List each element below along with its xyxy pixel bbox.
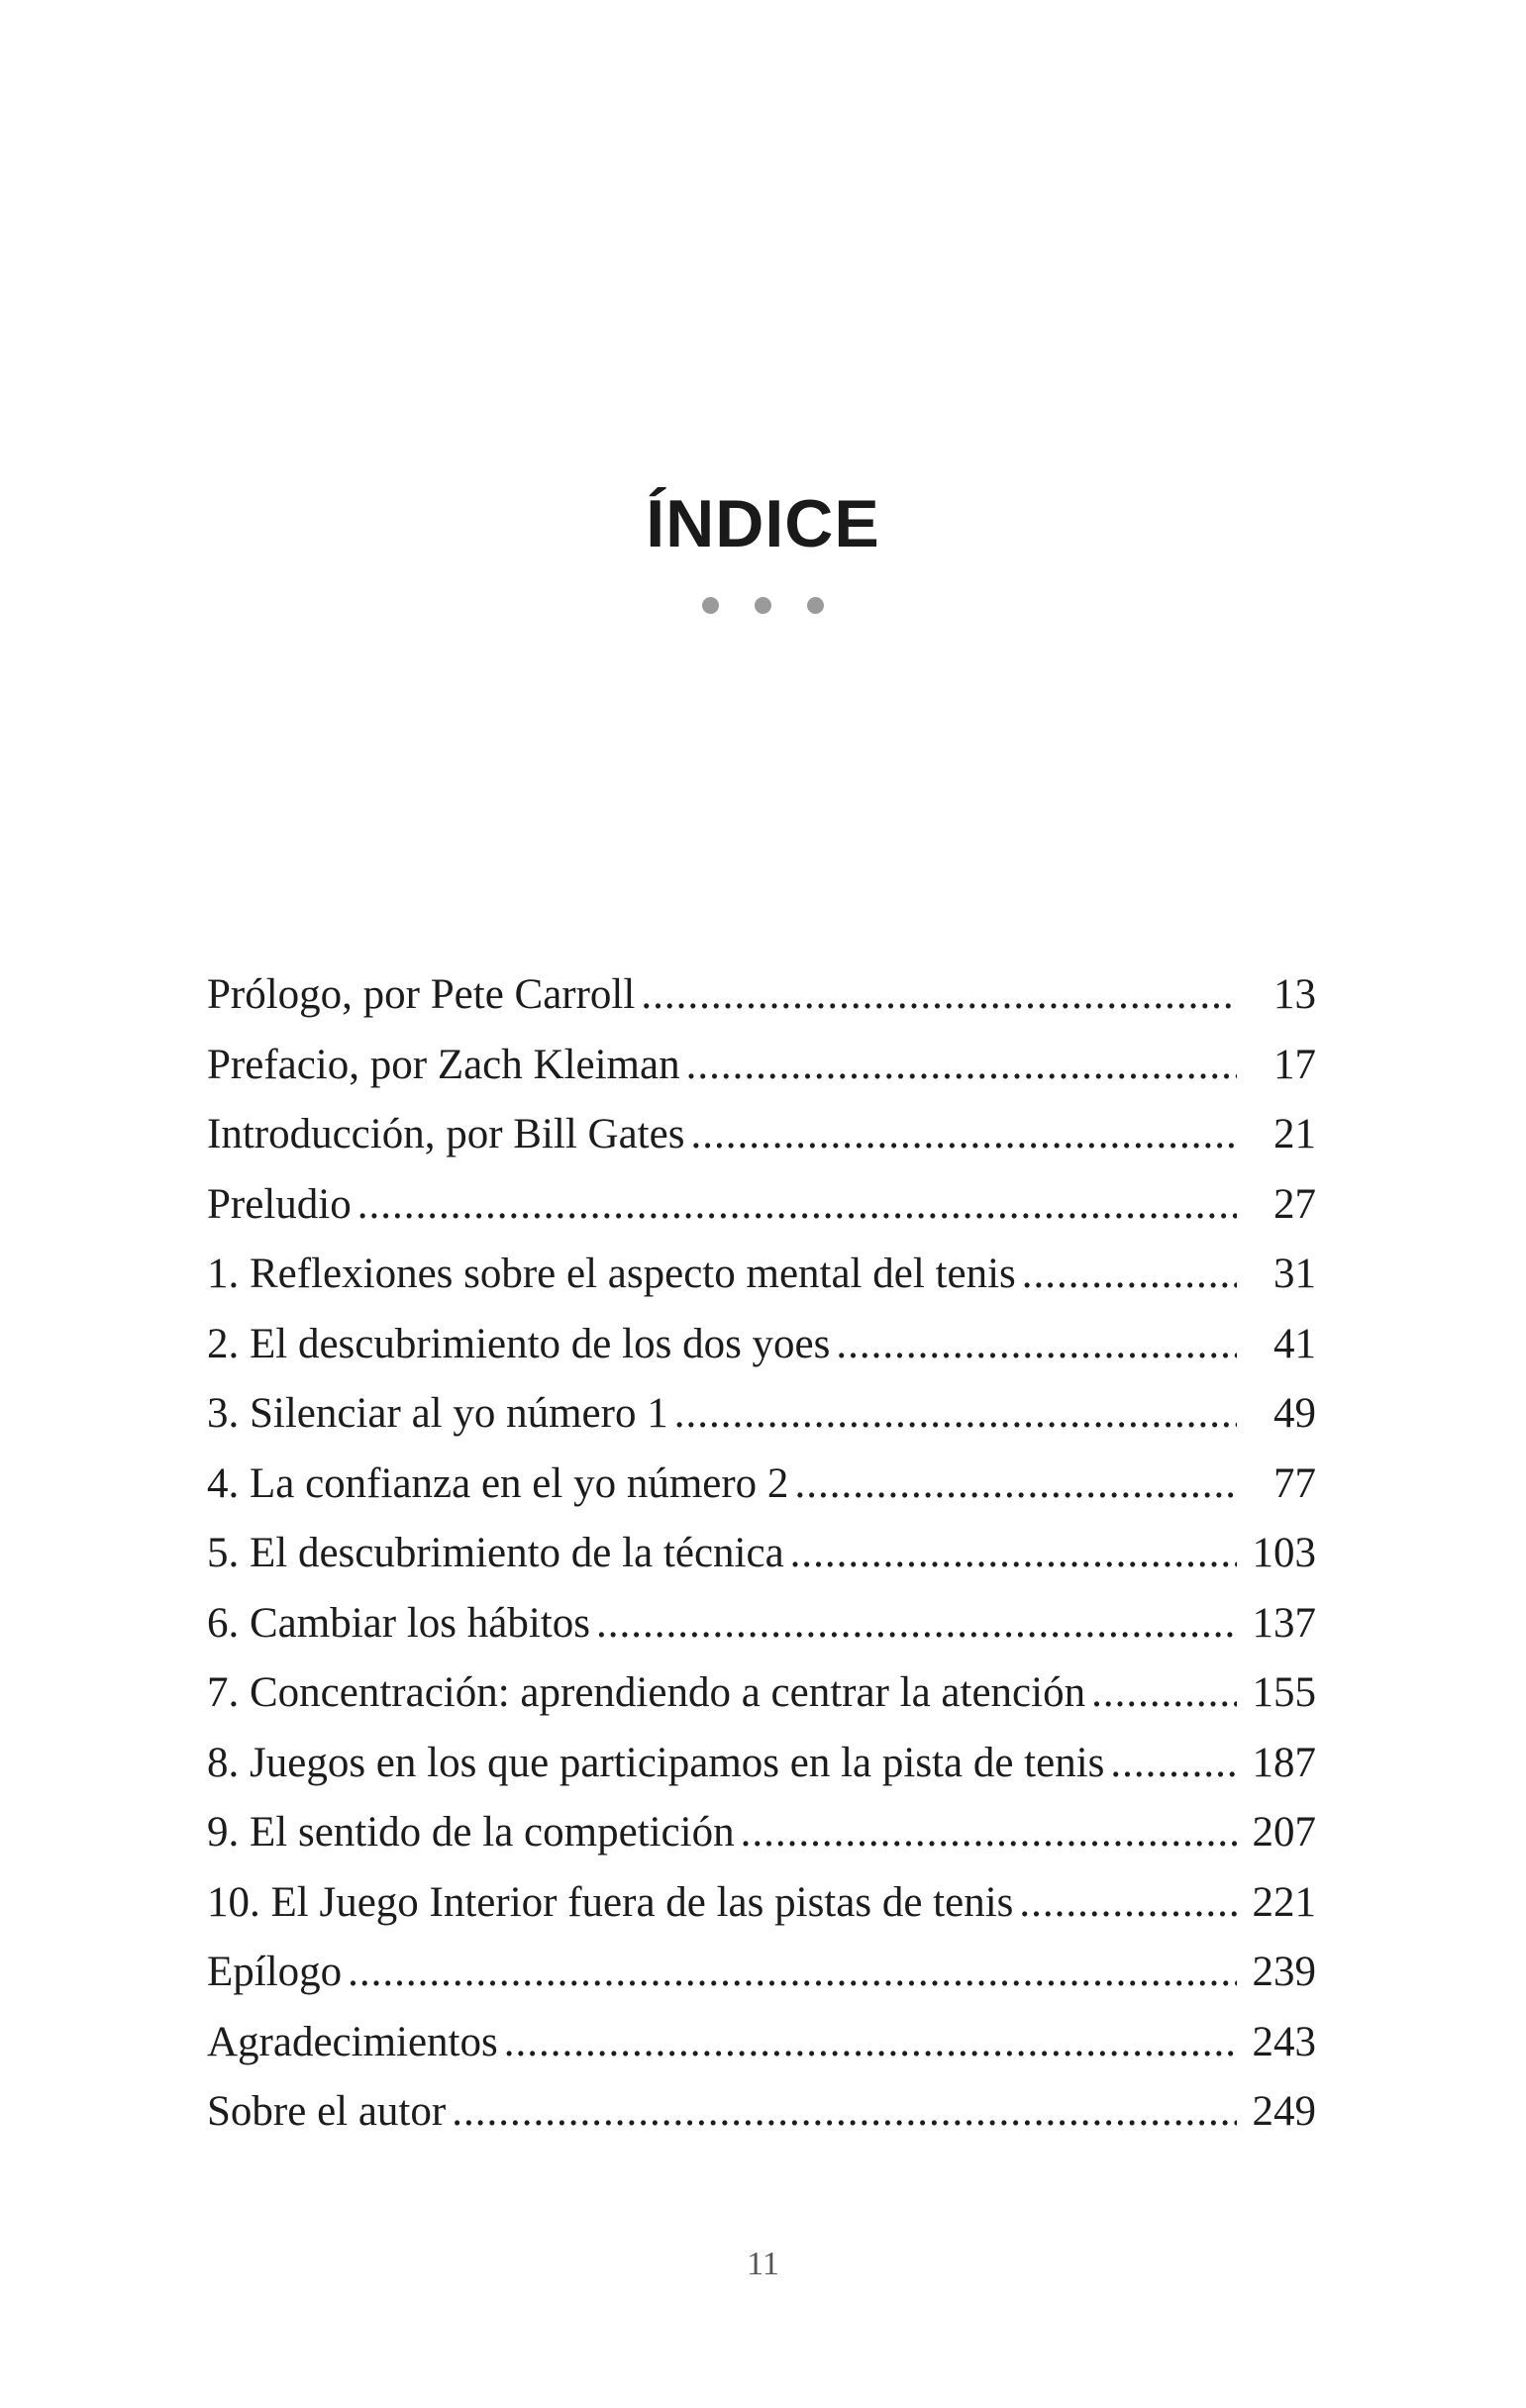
toc-entry <box>207 1589 1316 1659</box>
toc-entry-page: 249 <box>1252 2088 1316 2135</box>
toc-entry-page: 77 <box>1273 1459 1316 1507</box>
toc-entry <box>207 1240 1316 1310</box>
toc-entry-title: 2. El descubrimiento de los dos yoes <box>207 1320 831 1367</box>
toc-entry-page: 49 <box>1273 1390 1316 1437</box>
toc-entry-title: Prefacio, por Zach Kleiman <box>207 1041 680 1088</box>
toc-entry-page: 137 <box>1252 1599 1316 1647</box>
dot-leader <box>357 1170 1237 1241</box>
toc-entry-page: 13 <box>1273 971 1316 1018</box>
toc-entry-title: 6. Cambiar los hábitos <box>207 1599 590 1647</box>
toc-entry <box>207 1658 1316 1729</box>
toc-entry-page: 31 <box>1273 1251 1316 1297</box>
dot-leader <box>348 1938 1237 2008</box>
toc-entry-title: Introducción, por Bill Gates <box>207 1111 685 1157</box>
toc-entry <box>207 1170 1316 1241</box>
toc-entry-title: Prólogo, por Pete Carroll <box>207 971 636 1018</box>
dot-leader <box>1091 1658 1237 1729</box>
toc-entry <box>207 1938 1316 2008</box>
toc-entry <box>207 1100 1316 1170</box>
toc-entry-title: 1. Reflexiones sobre el aspecto mental del tenis <box>207 1251 1016 1297</box>
dot-leader <box>452 2077 1237 2148</box>
dot-leader <box>790 1519 1237 1589</box>
dot-leader <box>836 1310 1237 1380</box>
toc-entry <box>207 1519 1316 1589</box>
toc-entry <box>207 2008 1316 2078</box>
table-of-contents <box>207 960 1316 2148</box>
page-title: ÍNDICE <box>646 486 880 561</box>
dot-leader <box>596 1589 1237 1659</box>
dot-leader <box>504 2008 1237 2078</box>
toc-entry-title: 5. El descubrimiento de la técnica <box>207 1530 784 1576</box>
toc-entry-title: Epílogo <box>207 1949 343 1995</box>
toc-entry-page: 207 <box>1252 1809 1316 1856</box>
dot-leader <box>794 1450 1237 1520</box>
dot-leader <box>641 960 1237 1031</box>
toc-entry-title: 3. Silenciar al yo número 1 <box>207 1390 668 1437</box>
dot-leader <box>1110 1729 1237 1799</box>
toc-entry-title: 10. El Juego Interior fuera de las pistas de tenis <box>207 1878 1014 1926</box>
toc-entry-title: Agradecimientos <box>207 2018 498 2065</box>
toc-entry <box>207 1450 1316 1520</box>
toc-entry <box>207 1379 1316 1450</box>
toc-entry-page: 239 <box>1252 1949 1316 1995</box>
toc-entry <box>207 1868 1316 1939</box>
toc-entry <box>207 1729 1316 1799</box>
toc-entry-page: 187 <box>1252 1739 1316 1786</box>
toc-entry-page: 243 <box>1252 2018 1316 2065</box>
toc-entry <box>207 1310 1316 1380</box>
dot-leader <box>1022 1240 1237 1310</box>
toc-entry-page: 221 <box>1252 1878 1316 1926</box>
toc-entry-title: 7. Concentración: aprendiendo a centrar la atención <box>207 1669 1086 1716</box>
dot-leader <box>686 1031 1237 1101</box>
dot-leader <box>690 1100 1237 1170</box>
ornament-dot <box>755 597 771 614</box>
dot-leader <box>674 1379 1237 1450</box>
ornament-dot <box>702 597 719 614</box>
toc-entry <box>207 1031 1316 1101</box>
ornament-dot <box>807 597 824 614</box>
toc-entry-page: 27 <box>1273 1180 1316 1228</box>
toc-entry <box>207 960 1316 1031</box>
toc-entry-page: 21 <box>1273 1111 1316 1157</box>
toc-entry-page: 41 <box>1273 1320 1316 1367</box>
toc-entry-page: 155 <box>1252 1669 1316 1716</box>
toc-entry-page: 103 <box>1252 1530 1316 1576</box>
toc-entry-title: Sobre el autor <box>207 2088 447 2135</box>
page-number: 11 <box>747 2246 779 2282</box>
toc-entry-title: 8. Juegos en los que participamos en la pista de tenis <box>207 1739 1105 1786</box>
toc-entry-title: Preludio <box>207 1180 352 1228</box>
ornament-dots <box>0 597 1526 614</box>
dot-leader <box>1019 1868 1237 1939</box>
toc-entry-title: 9. El sentido de la competición <box>207 1809 735 1856</box>
toc-entry <box>207 2077 1316 2148</box>
toc-entry <box>207 1798 1316 1868</box>
toc-entry-title: 4. La confianza en el yo número 2 <box>207 1459 789 1507</box>
dot-leader <box>741 1798 1237 1868</box>
toc-entry-page: 17 <box>1273 1041 1316 1088</box>
